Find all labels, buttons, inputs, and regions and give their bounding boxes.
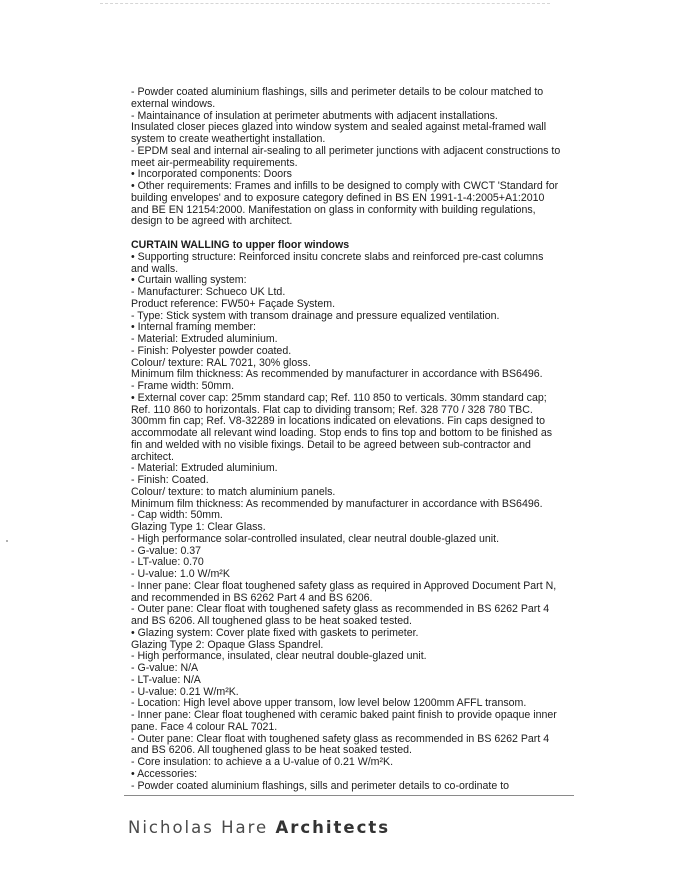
paragraph: Glazing Type 1: Clear Glass. xyxy=(131,521,266,533)
paragraph: - Outer pane: Clear float with toughened safety glass as recommended in BS 6262 Part 4 and BS 6206. All toughened glass to be heat soaked tested. xyxy=(131,603,550,627)
paragraph: - Powder coated aluminium flashings, sills and perimeter details to co-ordinate to xyxy=(131,779,510,792)
paragraph: - LT-value: 0.70 xyxy=(131,556,204,569)
paragraph: Colour/ texture: to match aluminium panels. xyxy=(131,485,336,498)
paragraph: - Inner pane: Clear float toughened safety glass as required in Approved Document Part N, and recommended in BS 6262 Part 4 and BS 6206. xyxy=(131,579,557,604)
footer-rule xyxy=(124,795,574,796)
paragraph: • Other requirements: Frames and infills to be designed to comply with CWCT 'Standard for building envelopes' and to exposure category defined in BS EN 1991-1-4:2005+A1:2010 and BE EN 12154:2000. Manifestation on glass in conformity with building regulations, design to be agreed with architect. xyxy=(131,180,559,228)
logo-name: Nicholas Hare xyxy=(128,818,269,837)
paragraph: - Finish: Coated. xyxy=(131,474,209,486)
paragraph: Colour/ texture: RAL 7021, 30% gloss. xyxy=(131,356,311,369)
paragraph: - Finish: Polyester powder coated. xyxy=(131,344,292,357)
paragraph: • Incorporated components: Doors xyxy=(131,168,292,181)
paragraph: • Accessories: xyxy=(131,767,198,780)
paragraph: - Cap width: 50mm. xyxy=(131,509,223,522)
paragraph: • Glazing system: Cover plate fixed with gaskets to perimeter. xyxy=(131,626,419,639)
paragraph: - G-value: N/A xyxy=(131,662,199,674)
paragraph: • Internal framing member: xyxy=(131,321,256,334)
paragraph: - G-value: 0.37 xyxy=(131,544,202,557)
paragraph: - Material: Extruded aluminium. xyxy=(131,462,278,475)
paragraph: - U-value: 1.0 W/m²K xyxy=(131,568,230,580)
paragraph: Glazing Type 2: Opaque Glass Spandrel. xyxy=(131,638,324,651)
company-logo xyxy=(128,818,390,837)
scan-speck xyxy=(6,540,8,542)
paragraph: - Powder coated aluminium flashings, sills and perimeter details to be colour matched to external windows. xyxy=(131,86,544,110)
paragraph: - Manufacturer: Schueco UK Ltd. xyxy=(131,286,286,298)
paragraph: • Supporting structure: Reinforced insitu concrete slabs and reinforced pre-cast columns and walls. xyxy=(131,250,544,275)
paragraph: - Core insulation: to achieve a a U-value of 0.21 W/m²K. xyxy=(131,756,394,768)
paragraph: - Inner pane: Clear float toughened with ceramic baked paint finish to provide opaque inner pane. Face 4 colour RAL 7021. xyxy=(131,709,557,733)
logo-firm: Architects xyxy=(275,818,391,837)
paragraph: - High performance, insulated, clear neutral double-glazed unit. xyxy=(131,650,427,663)
paragraph: Minimum film thickness: As recommended by manufacturer in accordance with BS6496. xyxy=(131,368,543,381)
section-heading: CURTAIN WALLING to upper floor windows xyxy=(131,239,350,251)
paragraph: - U-value: 0.21 W/m²K. xyxy=(131,685,239,698)
paragraph: • Curtain walling system: xyxy=(131,274,247,287)
paragraph: Insulated closer pieces glazed into window system and sealed against metal-framed wall system to create weathertight installation. xyxy=(131,121,547,145)
paragraph: - Maintainance of insulation at perimeter abutments with adjacent installations. xyxy=(131,109,498,122)
paragraph: - Material: Extruded aluminium. xyxy=(131,333,278,345)
paragraph: - Location: High level above upper transom, low level below 1200mm AFFL transom. xyxy=(131,697,527,710)
paragraph: - Frame width: 50mm. xyxy=(131,380,235,392)
paragraph: Product reference: FW50+ Façade System. xyxy=(131,297,336,310)
paragraph: - Outer pane: Clear float with toughened safety glass as recommended in BS 6262 Part 4 and BS 6206. All toughened glass to be heat soaked tested. xyxy=(131,732,550,757)
paragraph: - High performance solar-controlled insulated, clear neutral double-glazed unit. xyxy=(131,532,500,545)
paragraph: - EPDM seal and internal air-sealing to all perimeter junctions with adjacent constructions to meet air-permeability requirements. xyxy=(131,144,561,169)
paragraph: - LT-value: N/A xyxy=(131,673,201,686)
paragraph: Minimum film thickness: As recommended by manufacturer in accordance with BS6496. xyxy=(131,497,543,510)
document-body xyxy=(131,87,561,792)
paragraph: • External cover cap: 25mm standard cap; Ref. 110 850 to verticals. 30mm standard cap; Ref. 110 860 to horizontals. Flat cap to dividing transom; Ref. 328 770 / 328 780 TBC. 300mm fin cap; Ref. V8-32289 in locations indicated on elevations. Fin caps designed to accommodate all relevant wind loading. Stop ends to fins top and bottom to be finished as fin and welded with no visible fixings. Detail to be agreed between sub-contractor and architect. xyxy=(131,391,553,463)
scan-edge-line xyxy=(100,3,550,4)
paragraph: - Type: Stick system with transom drainage and pressure equalized ventilation. xyxy=(131,309,500,322)
